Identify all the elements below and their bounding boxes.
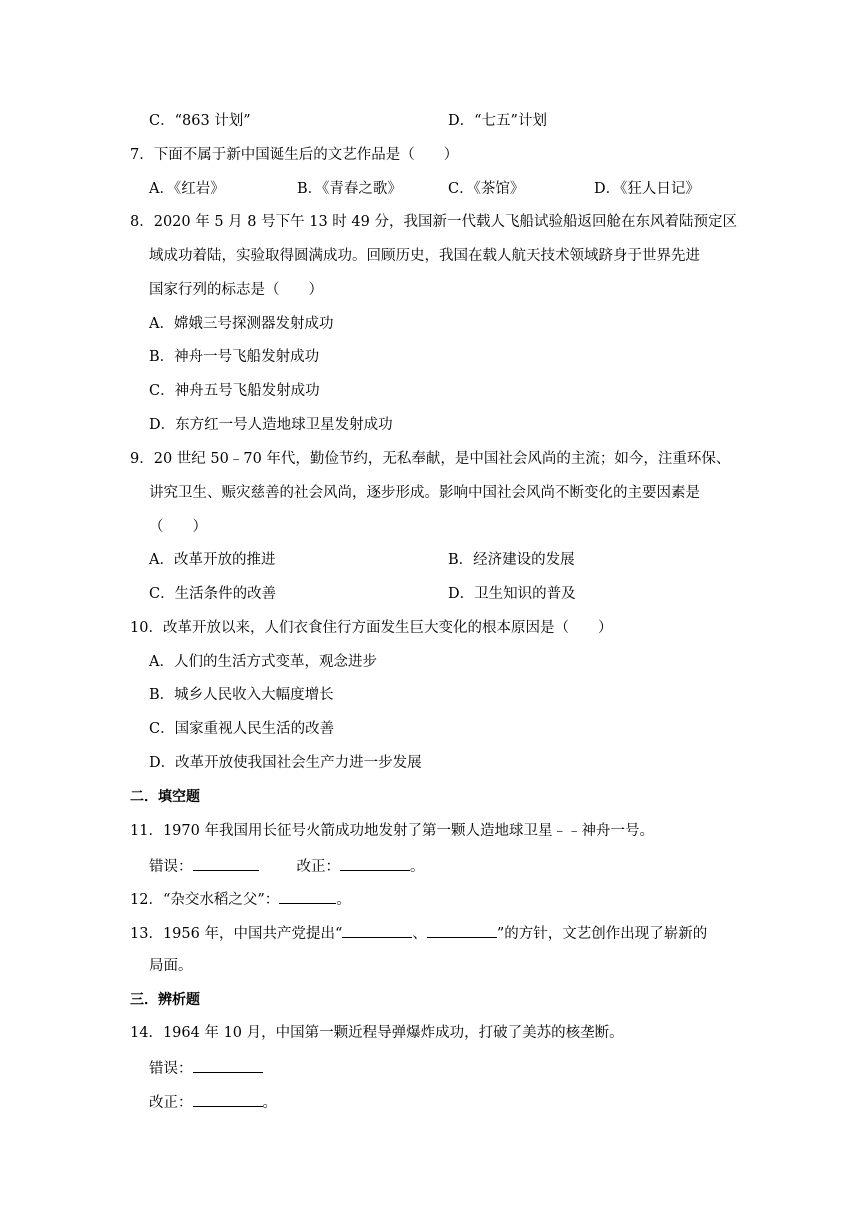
q8-option-b: B．神舟一号飞船发射成功 [149,349,320,365]
q7-option-c: C．《茶馆》 [448,181,525,197]
q11-stem: 11．1970 年我国用长征号火箭成功地发射了第一颗人造地球卫星﹣﹣神舟一号。 [130,823,654,839]
q13-row [130,922,707,944]
q10-option-a: A．人们的生活方式变革，观念进步 [149,654,377,670]
q12-row [130,888,351,910]
q7-option-a: A．《红岩》 [149,181,225,197]
q8-option-d: D．东方红一号人造地球卫星发射成功 [149,417,393,433]
q10-stem: 10．改革开放以来，人们衣食住行方面发生巨大变化的根本原因是（ ） [130,620,613,636]
q8-option-c: C．神舟五号飞船发射成功 [149,383,320,399]
q13-stem-end: ”的方针，文艺创作出现了崭新的 [496,926,708,942]
q14-end-mark: 。 [262,1095,277,1111]
section-analysis-title: 三．辨析题 [130,992,200,1008]
q8-stem-line1: 8．2020 年 5 月 8 号下午 13 时 49 分，我国新一代载人飞船试验船返回舱在东风着陆预定区 [130,214,737,230]
q12-end-mark: 。 [336,892,351,908]
q13-blank-2[interactable] [427,922,497,938]
q9-option-c: C．生活条件的改善 [149,586,277,602]
q11-end-mark: 。 [410,859,425,875]
q7-option-d: D．《狂人日记》 [594,181,700,197]
q8-stem-line2: 域成功着陆，实验取得圆满成功。回顾历史，我国在载人航天技术领域跻身于世界先进 [149,248,700,264]
q8-stem-line3: 国家行列的标志是（ ） [149,282,323,298]
q14-correct-label: 改正： [149,1095,193,1111]
q11-error-label: 错误： [149,859,193,875]
q9-stem-line1: 9．20 世纪 50﹣70 年代，勤俭节约，无私奉献，是中国社会风尚的主流；如今，注重环保、 [130,451,731,467]
q6-option-c: C．“863 计划” [149,113,251,129]
q13-blank-1[interactable] [342,922,412,938]
q8-option-a: A．嫦娥三号探测器发射成功 [149,316,334,332]
q14-error-label: 错误： [149,1061,193,1077]
q12-blank[interactable] [279,888,336,904]
q10-option-c: C．国家重视人民生活的改善 [149,721,335,737]
q6-option-d: D．“七五”计划 [448,113,547,129]
q11-answer-row [149,855,425,877]
q14-error-row [149,1057,263,1079]
q10-option-b: B．城乡人民收入大幅度增长 [149,687,334,703]
q11-error-blank[interactable] [193,855,259,871]
q11-correct-blank[interactable] [340,855,410,871]
q13-separator: 、 [412,926,427,942]
q9-stem-line3: （ ） [149,519,207,535]
q9-option-d: D．卫生知识的普及 [448,586,576,602]
q14-correct-row [149,1091,277,1113]
q13-stem-line2: 局面。 [149,958,193,974]
q11-correct-label: 改正： [296,859,340,875]
q7-option-b: B．《青春之歌》 [297,181,402,197]
q9-option-a: A．改革开放的推进 [149,552,276,568]
q10-option-d: D．改革开放使我国社会生产力进一步发展 [149,755,422,771]
section-fill-blank-title: 二．填空题 [130,789,200,805]
q7-stem: 7．下面不属于新中国诞生后的文艺作品是（ ） [130,147,459,163]
q9-stem-line2: 讲究卫生、赈灾慈善的社会风尚，逐步形成。影响中国社会风尚不断变化的主要因素是 [149,485,700,501]
q13-stem-start: 13．1956 年，中国共产党提出“ [130,926,343,942]
q9-option-b: B．经济建设的发展 [448,552,575,568]
q12-stem: 12．“杂交水稻之父”： [130,892,280,908]
q14-correct-blank[interactable] [193,1091,263,1107]
q14-error-blank[interactable] [193,1057,263,1073]
q14-stem: 14．1964 年 10 月，中国第一颗近程导弹爆炸成功，打破了美苏的核垄断。 [130,1025,624,1041]
